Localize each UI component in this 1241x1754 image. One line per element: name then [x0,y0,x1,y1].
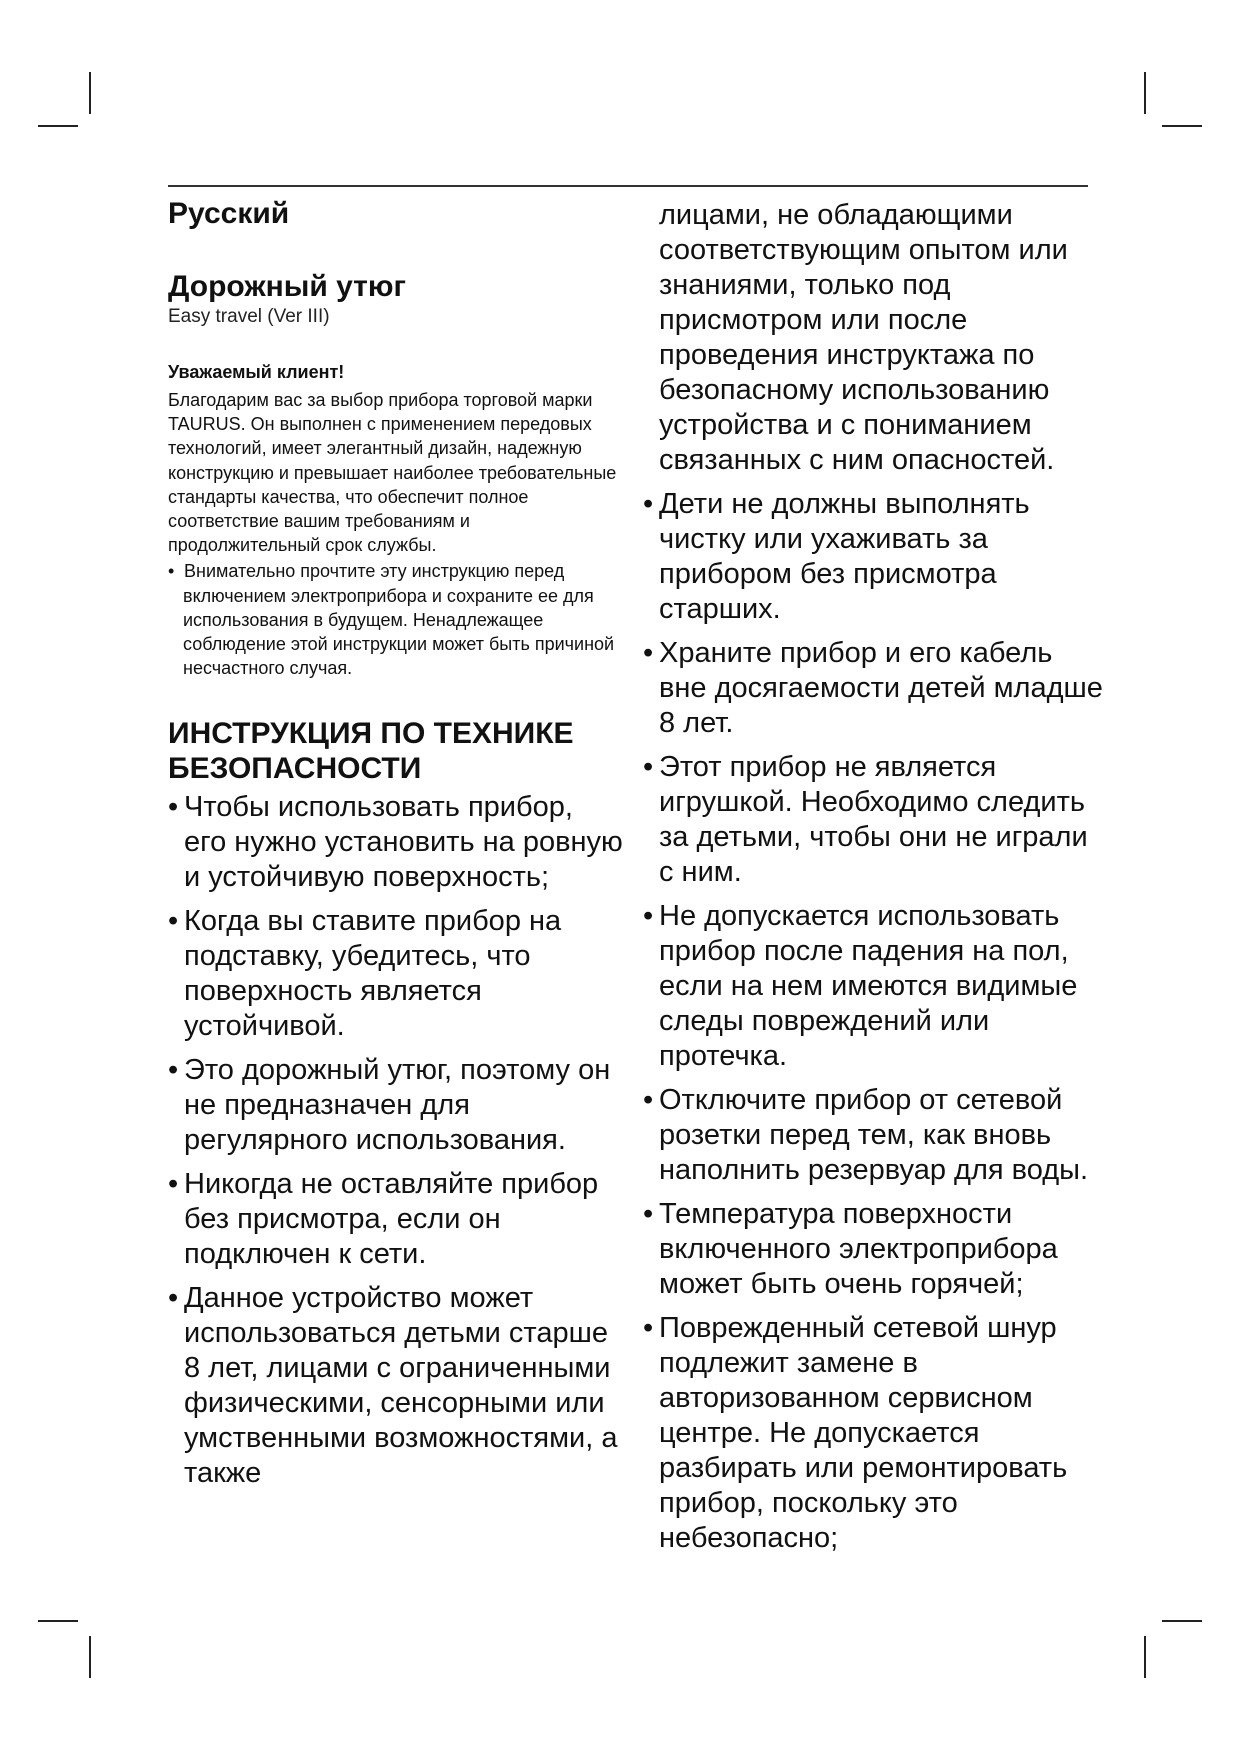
intro-text: Благодарим вас за выбор прибора торговой марки TAURUS. Он выполнен с применением передовых технологий, имеет элегантный дизайн, надежную конструкцию и превышает наиболее требовательные стандарты качества, что обеспечит полное соответствие вашим требованиям и продолжительный срок службы. [168,390,617,556]
crop-mark-bottom-left-h [38,1620,78,1622]
product-title: Дорожный утюг [168,270,406,303]
safety-list-right [643,487,1103,1556]
list-item: • Когда вы ставите прибор на подставку, убедитесь, что поверхность является устойчивой. [168,905,562,1043]
language-heading: Русский [168,197,290,230]
list-item: • Не допускается использовать прибор после падения на пол, если на нем имеются видимые следы повреждений или протечка. [643,900,1078,1072]
crop-mark-bottom-right-h [1162,1620,1202,1622]
intro-note-text: Внимательно прочтите эту инструкцию перед включением электроприбора и сохраните ее для использования в будущем. Ненадлежащее соблюдение этой инструкции может быть причиной несчастного случая. [183,561,615,679]
bullet: • [643,751,654,783]
list-item: • Температура поверхности включенного электроприбора может быть очень горячей; [643,1198,1058,1300]
crop-mark-top-left-h [38,125,78,127]
crop-mark-top-left-v [89,72,91,114]
crop-mark-top-right-h [1162,125,1202,127]
crop-mark-top-right-v [1144,72,1146,114]
bullet: • [643,637,654,669]
bullet: • [168,905,179,938]
bullet: • [643,1198,654,1230]
intro-note [168,559,623,680]
list-item: • Это дорожный утюг, поэтому он не предназначен для регулярного использования. [168,1054,611,1157]
safety-list-left [168,790,623,1491]
bullet: • [168,1282,179,1315]
safety-title: ИНСТРУКЦИЯ ПО ТЕХНИКЕ БЕЗОПАСНОСТИ [168,717,574,786]
bullet: • [168,561,175,582]
list-item: • Отключите прибор от сетевой розетки перед тем, как вновь наполнить резервуар для воды. [643,1084,1089,1186]
list-item: • Никогда не оставляйте прибор без присмотра, если он подключен к сети. [168,1168,599,1271]
list-item: • Храните прибор и его кабель вне досягаемости детей младше 8 лет. [643,637,1103,739]
crop-mark-bottom-right-v [1144,1636,1146,1678]
list-item: • Данное устройство может использоваться детьми старше 8 лет, лицами с ограниченными физическими, сенсорными или умственными возможностями, а также [168,1282,618,1490]
header-rule [168,185,1088,187]
product-model: Easy travel (Ver III) [168,306,330,327]
list-item: • Чтобы использовать прибор, его нужно установить на ровную и устойчивую поверхность; [168,791,623,894]
bullet: • [643,1312,654,1344]
bullet: • [168,791,179,824]
bullet: • [168,1168,179,1201]
bullet: • [643,488,654,520]
crop-mark-bottom-left-v [89,1636,91,1678]
list-item: • Дети не должны выполнять чистку или ухаживать за прибором без присмотра старших. [643,488,1030,625]
left-column [168,196,623,1500]
bullet: • [643,900,654,932]
greeting: Уважаемый клиент! [168,362,345,382]
bullet: • [643,1084,654,1116]
list-item-continuation: лицами, не обладающими соответствующим опытом или знаниями, только под присмотром или после проведения инструктажа по безопасному использованию устройства и с пониманием связанных с ним опасностей. [659,199,1068,476]
list-item: • Этот прибор не является игрушкой. Необходимо следить за детьми, чтобы они не играли с ним. [643,751,1088,888]
bullet: • [168,1054,179,1087]
right-column [643,198,1103,1565]
list-item: • Поврежденный сетевой шнур подлежит замене в авторизованном сервисном центре. Не допускается разбирать или ремонтировать прибор, поскольку это небезопасно; [643,1312,1068,1554]
